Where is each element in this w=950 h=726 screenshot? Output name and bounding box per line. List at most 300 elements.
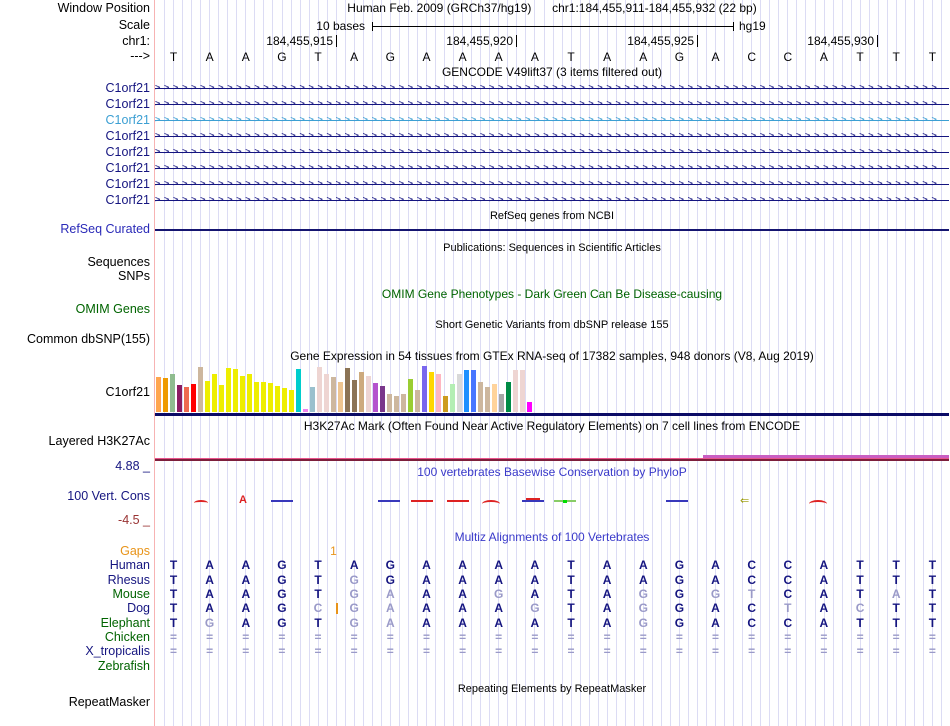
multiz-base: = — [242, 644, 250, 658]
sequence-base: A — [350, 50, 359, 64]
gene-label-c1orf21[interactable]: C1orf21 — [105, 193, 150, 207]
multiz-base: A — [385, 601, 395, 615]
sequence-base: A — [603, 50, 612, 64]
gtex-tissue-bar — [261, 382, 266, 412]
gene-intron-arrows[interactable]: >>>>>>>>>>>>>>>>>>>>>>>>>>>>>>>>>>>>>>>>>>>>>>>>>>>>>>>>>>>>>>>>>>>>>>>>>>>>>>>>>>>>>>> — [155, 96, 949, 112]
gtex-tissue-bar — [429, 372, 434, 412]
multiz-base: A — [638, 558, 648, 572]
multiz-base: T — [748, 587, 756, 601]
window-position-value — [155, 2, 949, 15]
h3k27ac-signal-maroon[interactable] — [155, 459, 949, 461]
multiz-base: = — [603, 630, 611, 644]
coordinate-label: 184,455,915 — [266, 34, 333, 48]
multiz-base: G — [674, 573, 685, 587]
multiz-base: A — [711, 616, 720, 630]
coordinate-tick — [877, 35, 878, 47]
multiz-base: = — [784, 630, 792, 644]
multiz-base: = — [386, 630, 394, 644]
multiz-base: T — [928, 558, 937, 572]
sequence-base: T — [169, 50, 178, 64]
multiz-base: = — [495, 630, 503, 644]
gtex-tissue-bar — [317, 367, 322, 412]
multiz-base: G — [385, 558, 395, 572]
gtex-tissue-bar — [443, 396, 448, 412]
multiz-base: = — [422, 644, 430, 658]
multiz-base: G — [277, 558, 287, 572]
multiz-base: A — [422, 573, 431, 587]
multiz-base: = — [422, 630, 430, 644]
multiz-base: G — [349, 616, 359, 630]
multiz-base: = — [242, 630, 250, 644]
multiz-base: A — [241, 573, 251, 587]
multiz-base: G — [638, 616, 648, 630]
phylop-mark-dash — [522, 500, 544, 502]
chrom-label: chr1: — [122, 34, 150, 48]
multiz-base: A — [494, 601, 504, 615]
gene-label-c1orf21[interactable]: C1orf21 — [105, 177, 150, 191]
sequence-base: A — [241, 50, 250, 64]
phylop-min-value: -4.5 _ — [118, 513, 150, 527]
multiz-base: T — [784, 601, 792, 615]
scale-label: Scale — [118, 18, 150, 32]
gtex-tissue-bar — [527, 402, 532, 412]
sequence-base: G — [674, 50, 685, 64]
position-text: chr1:184,455,911-184,455,932 (22 bp) — [552, 1, 757, 15]
gtex-tissue-bar — [177, 385, 182, 412]
multiz-base: T — [892, 558, 900, 572]
multiz-base: = — [495, 644, 503, 658]
multiz-base: = — [675, 644, 683, 658]
multiz-base: G — [530, 601, 540, 615]
multiz-base: A — [602, 558, 612, 572]
multiz-base: A — [494, 616, 504, 630]
multiz-base: = — [675, 630, 683, 644]
gene-label-c1orf21[interactable]: C1orf21 — [105, 161, 150, 175]
multiz-base: A — [819, 587, 829, 601]
phylop-mark-dash — [554, 500, 576, 502]
track-title-gtex[interactable]: Gene Expression in 54 tissues from GTEx RNA-seq of 17382 samples, 948 donors (V8, Aug 2019) — [290, 349, 814, 363]
gtex-tissue-bar — [464, 370, 469, 412]
multiz-base: A — [458, 587, 467, 601]
gtex-tissue-bar — [163, 378, 168, 412]
gtex-tissue-bar — [289, 390, 294, 412]
gtex-tissue-bar — [401, 394, 406, 412]
multiz-base: G — [674, 616, 685, 630]
multiz-species-label[interactable]: Gaps — [120, 544, 150, 558]
multiz-base: = — [386, 644, 394, 658]
multiz-species-label[interactable]: Human — [109, 558, 150, 572]
multiz-base: T — [928, 573, 937, 587]
multiz-species-label[interactable]: Elephant — [100, 616, 150, 630]
gtex-tissue-bar — [352, 380, 357, 412]
phylop-mark-dash — [666, 500, 688, 502]
multiz-base: A — [638, 573, 648, 587]
gene-intron-arrows[interactable]: >>>>>>>>>>>>>>>>>>>>>>>>>>>>>>>>>>>>>>>>>>>>>>>>>>>>>>>>>>>>>>>>>>>>>>>>>>>>>>>>>>>>>>> — [155, 160, 949, 176]
gene-label-c1orf21[interactable]: C1orf21 — [105, 81, 150, 95]
multiz-base: T — [314, 558, 322, 572]
track-label-100-vert-cons[interactable]: 100 Vert. Cons — [67, 489, 150, 503]
multiz-base: = — [820, 630, 828, 644]
gene-intron-arrows[interactable]: >>>>>>>>>>>>>>>>>>>>>>>>>>>>>>>>>>>>>>>>>>>>>>>>>>>>>>>>>>>>>>>>>>>>>>>>>>>>>>>>>>>>>>> — [155, 176, 949, 192]
gene-intron-arrows[interactable]: >>>>>>>>>>>>>>>>>>>>>>>>>>>>>>>>>>>>>>>>>>>>>>>>>>>>>>>>>>>>>>>>>>>>>>>>>>>>>>>>>>>>>>> — [155, 112, 949, 128]
multiz-base: A — [711, 601, 720, 615]
multiz-base: G — [385, 573, 395, 587]
phylop-mark-dot — [563, 500, 567, 503]
multiz-base: = — [169, 630, 177, 644]
multiz-base: A — [241, 616, 251, 630]
gtex-tissue-bar — [268, 383, 273, 412]
gene-intron-arrows[interactable]: >>>>>>>>>>>>>>>>>>>>>>>>>>>>>>>>>>>>>>>>>>>>>>>>>>>>>>>>>>>>>>>>>>>>>>>>>>>>>>>>>>>>>>> — [155, 80, 949, 96]
multiz-base: = — [169, 644, 177, 658]
track-title-h3k27ac[interactable]: H3K27Ac Mark (Often Found Near Active Regulatory Elements) on 7 cell lines from ENCODE — [303, 419, 801, 433]
multiz-base: A — [385, 587, 395, 601]
multiz-base: G — [277, 587, 287, 601]
gtex-tissue-bar — [219, 385, 224, 412]
multiz-base: T — [169, 587, 178, 601]
multiz-species-label[interactable]: Rhesus — [107, 573, 150, 587]
track-title-gencode[interactable]: GENCODE V49lift37 (3 items filtered out) — [441, 65, 663, 79]
gtex-tissue-bar — [254, 382, 259, 412]
multiz-base: A — [241, 601, 251, 615]
sequence-base: A — [530, 50, 539, 64]
gtex-tissue-bar — [408, 379, 413, 412]
multiz-base: = — [928, 630, 936, 644]
multiz-base: A — [205, 587, 214, 601]
multiz-base: T — [314, 587, 322, 601]
gtex-tissue-bar — [310, 387, 315, 412]
gtex-tissue-bar — [394, 396, 399, 412]
phylop-mark-dash-red — [526, 498, 540, 500]
multiz-base: T — [856, 587, 864, 601]
track-title-refseq[interactable]: RefSeq genes from NCBI — [489, 210, 615, 222]
multiz-base: C — [747, 573, 757, 587]
sequence-base: A — [494, 50, 503, 64]
multiz-base: G — [638, 601, 648, 615]
sequence-base: C — [747, 50, 757, 64]
multiz-base: G — [674, 558, 685, 572]
multiz-base: = — [459, 644, 467, 658]
multiz-base: = — [603, 644, 611, 658]
track-label-refseq-curated[interactable]: RefSeq Curated — [60, 222, 150, 236]
coordinate-tick — [697, 35, 698, 47]
multiz-base: A — [602, 616, 612, 630]
gtex-tissue-bar — [331, 377, 336, 412]
multiz-base: T — [892, 573, 900, 587]
multiz-base: = — [567, 644, 575, 658]
multiz-species-label[interactable]: Zebrafish — [97, 659, 150, 673]
multiz-base: A — [602, 573, 612, 587]
assembly-tag: hg19 — [739, 19, 766, 33]
multiz-base: T — [169, 601, 178, 615]
multiz-base: T — [169, 558, 178, 572]
sequence-base: A — [639, 50, 648, 64]
multiz-base: A — [819, 558, 829, 572]
multiz-base: G — [349, 573, 359, 587]
multiz-base: G — [710, 587, 721, 601]
multiz-base: A — [385, 616, 395, 630]
phylop-mark-dash — [271, 500, 293, 502]
gtex-tissue-bar — [233, 369, 238, 412]
multiz-base: T — [169, 573, 178, 587]
gtex-tissue-bar — [387, 394, 392, 412]
sequence-base: A — [819, 50, 828, 64]
multiz-base: = — [314, 644, 322, 658]
multiz-base: A — [205, 573, 214, 587]
multiz-base: = — [711, 630, 719, 644]
gene-intron-arrows[interactable]: >>>>>>>>>>>>>>>>>>>>>>>>>>>>>>>>>>>>>>>>>>>>>>>>>>>>>>>>>>>>>>>>>>>>>>>>>>>>>>>>>>>>>>> — [155, 144, 949, 160]
track-label-common-dbsnp[interactable]: Common dbSNP(155) — [27, 332, 150, 346]
multiz-base: T — [567, 616, 575, 630]
multiz-species-label[interactable]: X_tropicalis — [85, 644, 150, 658]
multiz-base: C — [747, 601, 757, 615]
gtex-tissue-bar — [191, 384, 196, 412]
multiz-base: A — [530, 587, 540, 601]
gtex-tissue-bar — [485, 387, 490, 412]
multiz-base: G — [277, 601, 287, 615]
multiz-base: = — [314, 630, 322, 644]
multiz-base: = — [892, 644, 900, 658]
multiz-base: = — [892, 630, 900, 644]
multiz-base: = — [711, 644, 719, 658]
phylop-mark-arrow: ⇐ — [740, 495, 750, 507]
multiz-base: A — [422, 601, 431, 615]
multiz-base: G — [674, 601, 685, 615]
gtex-tissue-bar — [513, 370, 518, 412]
sequence-base: T — [856, 50, 864, 64]
multiz-base: A — [711, 558, 720, 572]
multiz-base: = — [278, 630, 286, 644]
track-title-repeatmasker[interactable]: Repeating Elements by RepeatMasker — [457, 683, 647, 695]
multiz-base: G — [638, 587, 648, 601]
multiz-base: = — [206, 644, 214, 658]
coordinate-label: 184,455,925 — [627, 34, 694, 48]
scale-value: 10 bases — [316, 19, 365, 33]
gtex-tissue-bar — [499, 394, 504, 412]
window-position-label: Window Position — [57, 1, 150, 15]
gtex-tissue-bar — [303, 409, 308, 412]
gene-intron-arrows[interactable]: >>>>>>>>>>>>>>>>>>>>>>>>>>>>>>>>>>>>>>>>>>>>>>>>>>>>>>>>>>>>>>>>>>>>>>>>>>>>>>>>>>>>>>> — [155, 128, 949, 144]
multiz-base: G — [674, 587, 685, 601]
coordinate-tick — [516, 35, 517, 47]
sequence-base: A — [422, 50, 431, 64]
multiz-base: T — [567, 558, 575, 572]
multiz-base: = — [278, 644, 286, 658]
multiz-base: C — [783, 587, 793, 601]
track-label-snps[interactable]: SNPs — [118, 269, 150, 283]
gtex-tissue-bar — [282, 388, 287, 412]
multiz-base: A — [530, 616, 540, 630]
multiz-base: = — [639, 630, 647, 644]
sequence-base: T — [892, 50, 900, 64]
multiz-base: A — [819, 573, 829, 587]
multiz-base: T — [856, 616, 864, 630]
multiz-gap-count: 1 — [330, 544, 337, 558]
strand-direction-label: ---> — [130, 49, 150, 63]
track-title-phylop[interactable]: 100 vertebrates Basewise Conservation by PhyloP — [417, 465, 687, 479]
multiz-base: G — [277, 616, 287, 630]
refseq-gene-bar[interactable] — [155, 229, 949, 231]
gtex-tissue-bar — [436, 374, 441, 412]
multiz-base: A — [602, 587, 612, 601]
multiz-base: = — [856, 630, 864, 644]
multiz-base: A — [422, 587, 431, 601]
gtex-tissue-bar — [380, 386, 385, 412]
phylop-mark-tilde — [194, 500, 208, 506]
multiz-base: G — [277, 573, 287, 587]
gtex-tissue-bar — [450, 384, 455, 412]
gene-intron-arrows[interactable]: >>>>>>>>>>>>>>>>>>>>>>>>>>>>>>>>>>>>>>>>>>>>>>>>>>>>>>>>>>>>>>>>>>>>>>>>>>>>>>>>>>>>>>> — [155, 192, 949, 208]
gtex-tissue-bar — [338, 382, 343, 412]
gtex-tissue-bar — [240, 376, 245, 412]
multiz-base: T — [892, 601, 900, 615]
multiz-base: A — [819, 616, 829, 630]
multiz-base: G — [494, 587, 504, 601]
gtex-tissue-bar — [422, 366, 427, 412]
track-title-multiz[interactable]: Multiz Alignments of 100 Vertebrates — [454, 530, 650, 544]
gtex-tissue-bar — [226, 368, 231, 412]
gtex-tissue-bar — [198, 367, 203, 412]
gene-label-c1orf21[interactable]: C1orf21 — [105, 145, 150, 159]
gtex-tissue-bar — [184, 387, 189, 412]
phylop-mark-dash — [447, 500, 469, 502]
multiz-base: A — [494, 558, 504, 572]
multiz-base: A — [349, 558, 359, 572]
gtex-baseline — [155, 413, 949, 416]
scale-bar — [372, 22, 734, 31]
multiz-base: T — [928, 616, 937, 630]
multiz-base: = — [350, 644, 358, 658]
phylop-mark-dash — [378, 500, 400, 502]
sequence-base: A — [711, 50, 720, 64]
gtex-tissue-bar — [366, 376, 371, 412]
gene-label-c1orf21[interactable]: C1orf21 — [105, 97, 150, 111]
multiz-base: C — [783, 616, 793, 630]
multiz-base: A — [422, 616, 431, 630]
multiz-base: A — [602, 601, 612, 615]
multiz-base: A — [458, 616, 467, 630]
multiz-base: A — [458, 558, 467, 572]
multiz-base: A — [530, 573, 540, 587]
gtex-tissue-bar — [324, 374, 329, 412]
gtex-tissue-bar — [170, 374, 175, 412]
sequence-base: A — [205, 50, 214, 64]
gtex-tissue-bar — [506, 382, 511, 412]
multiz-base: G — [349, 587, 359, 601]
track-label-h3k27ac[interactable]: Layered H3K27Ac — [48, 434, 150, 448]
gtex-tissue-bar — [471, 370, 476, 412]
gtex-tissue-bar — [212, 374, 217, 412]
assembly-text: Human Feb. 2009 (GRCh37/hg19) — [347, 1, 532, 15]
multiz-base: C — [783, 573, 793, 587]
phylop-max-value: 4.88 _ — [115, 459, 150, 473]
track-title-omim[interactable]: OMIM Gene Phenotypes - Dark Green Can Be Disease-causing — [381, 287, 723, 301]
multiz-base: = — [820, 644, 828, 658]
gtex-tissue-bar — [156, 377, 161, 412]
multiz-base: T — [314, 573, 322, 587]
gtex-tissue-bar — [492, 384, 497, 412]
multiz-base: = — [567, 630, 575, 644]
phylop-mark-arc — [482, 500, 500, 508]
phylop-mark-letter: A — [239, 494, 247, 506]
multiz-base: T — [928, 587, 937, 601]
multiz-base: C — [313, 601, 323, 615]
multiz-base: A — [458, 601, 467, 615]
coordinate-label: 184,455,920 — [446, 34, 513, 48]
track-label-omim-genes[interactable]: OMIM Genes — [75, 302, 150, 316]
phylop-mark-dash — [411, 500, 433, 502]
gtex-tissue-bar — [205, 381, 210, 412]
multiz-base: = — [459, 630, 467, 644]
track-label-sequences[interactable]: Sequences — [87, 255, 150, 269]
multiz-base: T — [567, 601, 575, 615]
gene-label-c1orf21[interactable]: C1orf21 — [105, 129, 150, 143]
multiz-base: = — [206, 630, 214, 644]
multiz-base: = — [748, 630, 756, 644]
phylop-mark-arc — [809, 500, 827, 508]
multiz-base: C — [747, 558, 757, 572]
multiz-base: T — [567, 587, 575, 601]
multiz-base: T — [892, 616, 900, 630]
multiz-base: = — [531, 630, 539, 644]
multiz-species-label[interactable]: Mouse — [112, 587, 150, 601]
multiz-base: G — [349, 601, 359, 615]
sequence-base: G — [385, 50, 395, 64]
coordinate-tick — [336, 35, 337, 47]
multiz-base: = — [531, 644, 539, 658]
multiz-base: T — [314, 616, 322, 630]
multiz-base: C — [747, 616, 757, 630]
track-label-gtex-gene[interactable]: C1orf21 — [105, 385, 150, 399]
track-title-dbsnp[interactable]: Short Genetic Variants from dbSNP release 155 — [435, 319, 669, 331]
gtex-tissue-bar — [373, 383, 378, 412]
multiz-base: T — [567, 573, 575, 587]
sequence-base: G — [277, 50, 287, 64]
gene-label-c1orf21[interactable]: C1orf21 — [105, 113, 150, 127]
multiz-base: A — [241, 587, 251, 601]
track-title-publications[interactable]: Publications: Sequences in Scientific Articles — [443, 242, 661, 254]
gtex-tissue-bar — [247, 374, 252, 412]
multiz-base: = — [748, 644, 756, 658]
multiz-base: C — [855, 601, 865, 615]
multiz-base: A — [711, 573, 720, 587]
gtex-tissue-bar — [520, 370, 525, 412]
multiz-base: A — [530, 558, 540, 572]
multiz-base: = — [784, 644, 792, 658]
sequence-base: C — [783, 50, 793, 64]
multiz-base: A — [494, 573, 504, 587]
multiz-base: A — [205, 558, 214, 572]
coordinate-label: 184,455,930 — [807, 34, 874, 48]
multiz-base: T — [928, 601, 937, 615]
multiz-base: T — [856, 558, 864, 572]
track-label-repeatmasker[interactable]: RepeatMasker — [68, 695, 150, 709]
gtex-tissue-bar — [275, 386, 280, 412]
multiz-species-label[interactable]: Chicken — [104, 630, 150, 644]
gtex-tissue-bar — [478, 382, 483, 412]
sequence-base: A — [458, 50, 467, 64]
multiz-base: A — [819, 601, 829, 615]
gtex-tissue-bar — [345, 368, 350, 412]
multiz-base: A — [458, 573, 467, 587]
multiz-base: A — [205, 601, 214, 615]
multiz-base: A — [241, 558, 251, 572]
multiz-base: = — [350, 630, 358, 644]
multiz-base: A — [422, 558, 431, 572]
h3k27ac-signal-violet[interactable] — [703, 455, 949, 458]
multiz-base: = — [856, 644, 864, 658]
multiz-species-label[interactable]: Dog — [127, 601, 150, 615]
sequence-base: T — [567, 50, 575, 64]
